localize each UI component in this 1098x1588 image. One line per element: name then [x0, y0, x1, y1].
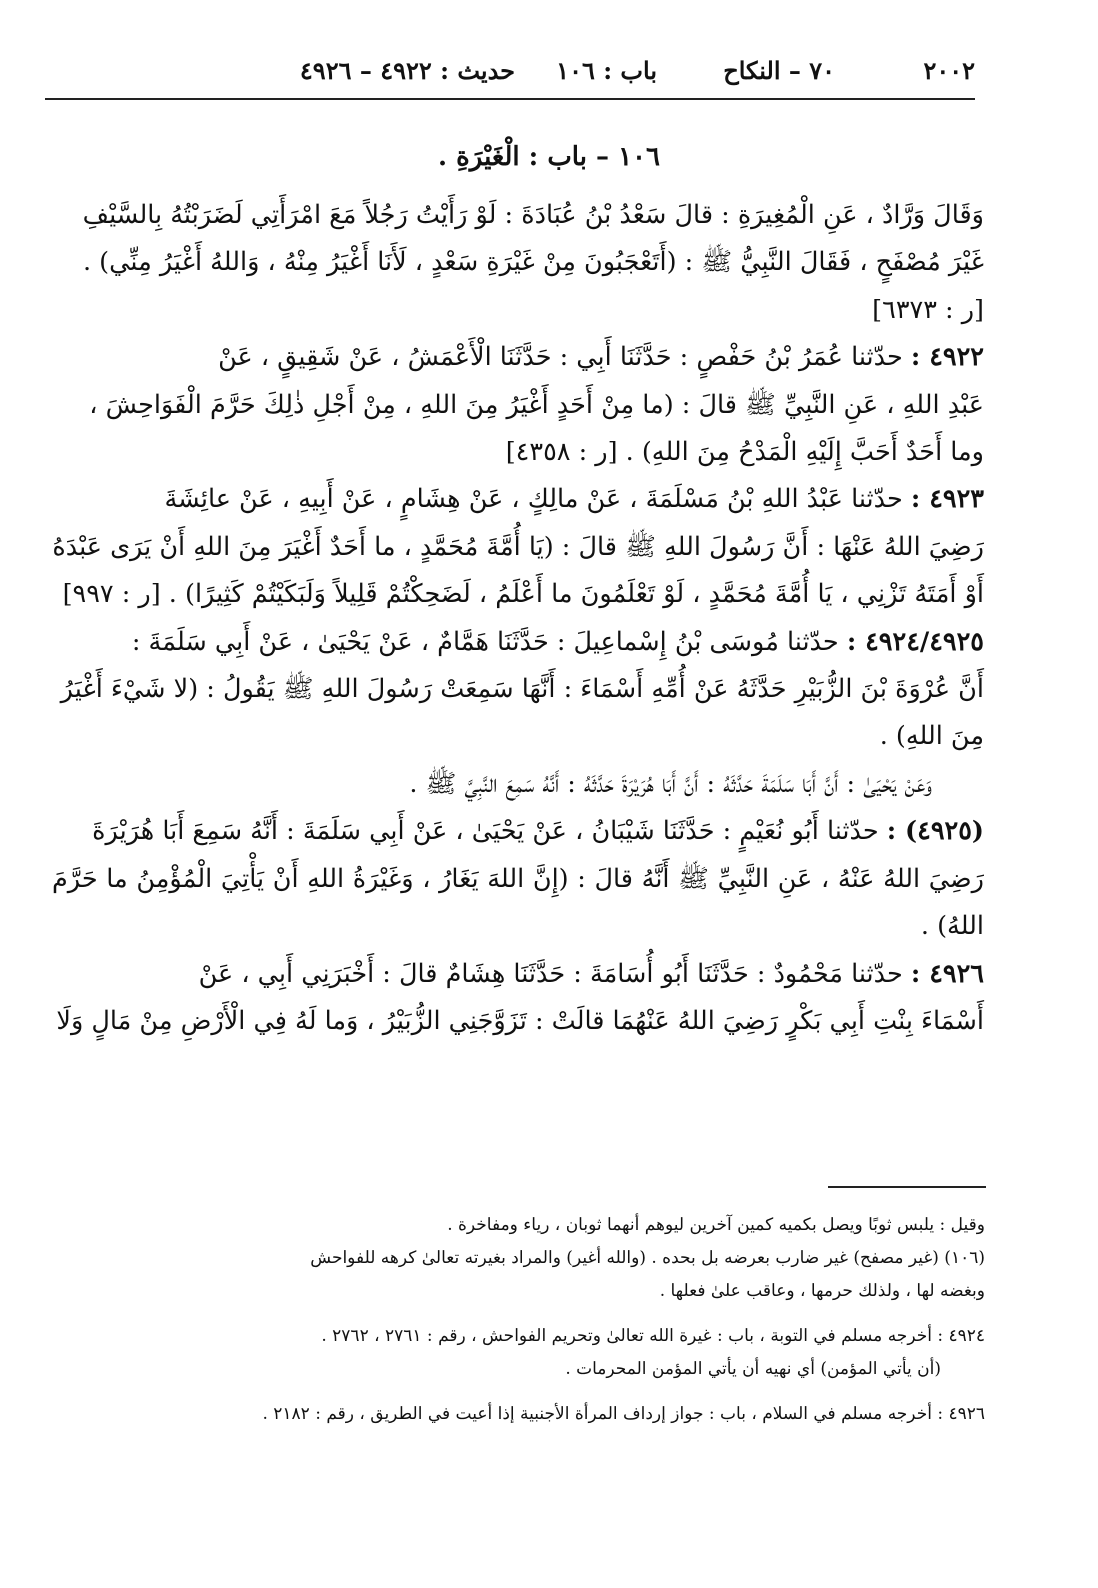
book-title: ٧٠ – النكاح [723, 56, 835, 85]
page-number: ٢٠٠٢ [923, 56, 975, 85]
hadith-number: (٤٩٢٥) : [886, 816, 984, 847]
hadith-number: ٤٩٢٤/٤٩٢٥ : [846, 626, 984, 657]
text-line: وما أَحَدٌ أَحَبَّ إِلَيْهِ الْمَدْحُ مِنَ اللهِ) . [ر : ٤٣٥٨] [505, 437, 984, 468]
text-line: حدّثنا عَبْدُ اللهِ بْنُ مَسْلَمَةَ ، عَنْ مالِكٍ ، عَنْ هِشَامٍ ، عَنْ أَبِيهِ ، عَنْ عائِشَةَ [164, 484, 903, 515]
chapter-title: ١٠٦ – باب : الْغَيْرَةِ . [438, 142, 660, 172]
footnote-line: (١٠٦) (غير مصفح) غير ضارب بعرضه بل بحده . (والله أغير) والمراد بغيرته تعالىٰ كرهه للفواحش [310, 1248, 985, 1268]
text-line: رَضِيَ اللهُ عَنْهَا : أَنَّ رَسُولَ اللهِ ﷺ قالَ : (يَا أُمَّةَ مُحَمَّدٍ ، ما أَحَدٌ أَغْيَرَ مِنَ اللهِ أَنْ يَرَى عَبْدَهُ [52, 531, 984, 562]
text-line: أَنَّ عُرْوَةَ بْنَ الزُّبَيْرِ حَدَّثَهُ عَنْ أُمِّهِ أَسْمَاءَ : أَنَّهَا سَمِعَتْ رَسُولَ اللهِ ﷺ يَقُولُ : (لا شَيْءَ أَغْيَرُ [60, 674, 984, 705]
footnote-line: (أن يأتي المؤمن) أي نهيه أن يأتي المؤمن المحرمات . [565, 1359, 941, 1379]
footnotes [55, 1209, 985, 1431]
hadith-line [52, 476, 984, 523]
hadith-line [52, 619, 984, 666]
text-line: رَضِيَ اللهُ عَنْهُ ، عَنِ النَّبِيِّ ﷺ أَنَّهُ قالَ : (إِنَّ اللهَ يَغَارُ ، وَغَيْرَةُ اللهِ أَنْ يَأْتِيَ الْمُؤْمِنُ ما حَرَّمَ اللهُ) . [52, 863, 984, 942]
footnote-line: ٤٩٢٦ : أخرجه مسلم في السلام ، باب : جواز إرداف المرأة الأجنبية إذا أعيت في الطريق ، رقم : ٢١٨٢ . [262, 1404, 985, 1424]
text-line: غَيْرَ مُصْفَحٍ ، فَقَالَ النَّبِيُّ ﷺ : (أَتَعْجَبُونَ مِنْ غَيْرَةِ سَعْدٍ ، لَأَنَا أَغْيَرُ مِنْهُ ، وَاللهُ أَغْيَرُ مِنِّي) . [82, 247, 984, 278]
text-line: أَوْ أَمَتَهُ تَزْنِي ، يَا أُمَّةَ مُحَمَّدٍ ، لَوْ تَعْلَمُونَ ما أَعْلَمُ ، لَضَحِكْتُمْ قَلِيلاً وَلَبَكَيْتُمْ كَثِيرًا) . [ر : ٩٩٧] [62, 579, 984, 610]
footnote-line: وقيل : يلبس ثوبًا ويصل بكميه كمين آخرين ليوهم أنهما ثوبان ، رياء ومفاخرة . [447, 1215, 985, 1235]
hadith-line [52, 808, 984, 855]
footnote-divider [828, 1186, 986, 1188]
text-line: [ر : ٦٣٧٣] [872, 294, 984, 325]
hadith-number: ٤٩٢٢ : [910, 342, 984, 373]
text-line: وَقَالَ وَرَّادٌ ، عَنِ الْمُغِيرَةِ : قالَ سَعْدُ بْنُ عُبَادَةَ : لَوْ رَأَيْتُ رَجُلاً مَعَ امْرَأَتِي لَضَرَبْتُهُ بِالسَّيْفِ [82, 200, 984, 230]
hadith-line [52, 951, 984, 998]
hadith-line [52, 334, 984, 381]
hadith-number: ٤٩٢٣ : [910, 484, 984, 515]
text-line: حدّثنا مُوسَى بْنُ إِسْماعِيلَ : حَدَّثَنَا هَمَّامٌ ، عَنْ يَحْيَىٰ ، عَنْ أَبِي سَلَمَةَ : [131, 626, 839, 657]
main-text [52, 192, 984, 1045]
text-line: وَعَنْ يَحْيَىٰ : أَنَّ أَبَا سَلَمَةَ حَدَّثَهُ : أَنَّ أَبَا هُرَيْرَةَ حَدَّثَهُ : أَنَّهُ سَمِعَ النَّبِيَّ ﷺ . [409, 768, 932, 799]
text-line: حدّثنا أَبُو نُعَيْمٍ : حَدَّثَنَا شَيْبَانُ ، عَنْ يَحْيَىٰ ، عَنْ أَبِي سَلَمَةَ : أَنَّهُ سَمِعَ أَبَا هُرَيْرَةَ [92, 816, 879, 847]
text-line: حدّثنا عُمَرُ بْنُ حَفْصٍ : حَدَّثَنَا أَبِي : حَدَّثَنَا الْأَعْمَشُ ، عَنْ شَقِيقٍ ، عَنْ [218, 342, 903, 373]
text-line: مِنَ اللهِ) . [879, 721, 984, 752]
hadith-number: ٤٩٢٦ : [910, 958, 984, 989]
text-line: أَسْمَاءَ بِنْتِ أَبِي بَكْرٍ رَضِيَ اللهُ عَنْهُمَا قالَتْ : تَزَوَّجَنِي الزُّبَيْرُ ، وَما لَهُ فِي الْأَرْضِ مِنْ مَالٍ وَلَا [56, 1005, 984, 1036]
footnote-line: وبغضه لها ، ولذلك حرمها ، وعاقب علىٰ فعلها . [659, 1281, 985, 1301]
text-line: حدّثنا مَحْمُودٌ : حَدَّثَنَا أَبُو أُسَامَةَ : حَدَّثَنَا هِشَامٌ قالَ : أَخْبَرَنِي أَبِي ، عَنْ [198, 958, 903, 989]
running-header [45, 52, 975, 100]
chapter-ref: باب : ١٠٦ [556, 56, 657, 85]
footnote-line: ٤٩٢٤ : أخرجه مسلم في التوبة ، باب : غيرة الله تعالىٰ وتحريم الفواحش ، رقم : ٢٧٦١ ، ٢٧٦٢ . [321, 1326, 985, 1346]
text-line: عَبْدِ اللهِ ، عَنِ النَّبِيِّ ﷺ قالَ : (ما مِنْ أَحَدٍ أَغْيَرُ مِنَ اللهِ ، مِنْ أَجْلِ ذٰلِكَ حَرَّمَ الْفَوَاحِشَ ، [89, 389, 984, 420]
hadith-range: حديث : ٤٩٢٢ – ٤٩٢٦ [299, 56, 515, 85]
